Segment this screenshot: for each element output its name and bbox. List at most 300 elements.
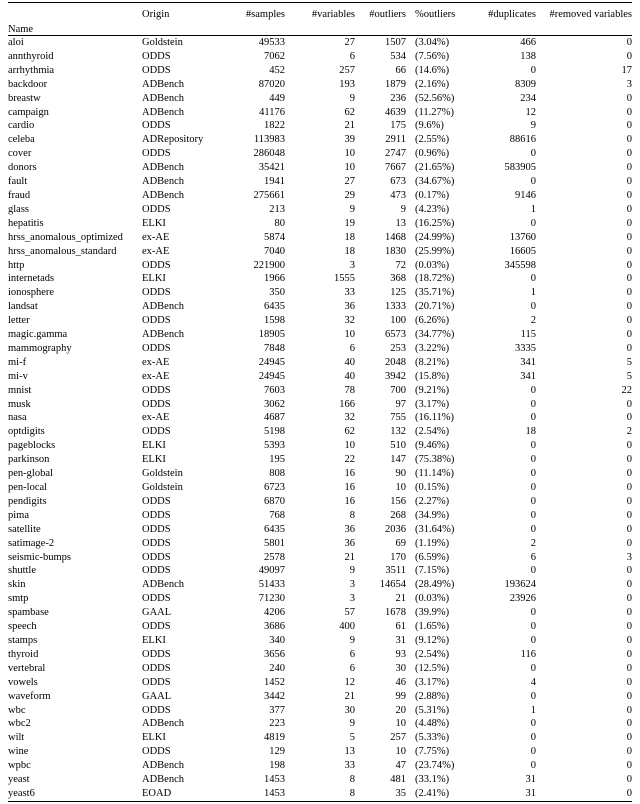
cell-removed-variables: 2: [626, 426, 632, 438]
table-body: [8, 36, 632, 802]
cell-samples: 1966: [264, 273, 285, 285]
cell-name: pen-local: [8, 482, 48, 493]
cell-name: cardio: [8, 120, 35, 132]
cell-variables: 9: [349, 634, 355, 646]
cell-pct-outliers: (34.9%): [415, 509, 450, 521]
cell-outliers: 21: [395, 593, 406, 605]
cell-variables: 78: [344, 384, 355, 396]
cell-duplicates: 234: [520, 92, 536, 104]
cell-origin: Goldstein: [142, 468, 183, 480]
cell-origin: ODDS: [142, 593, 171, 605]
cell-variables: 16: [344, 495, 355, 507]
table-row: [8, 787, 632, 801]
cell-name: pendigits: [8, 495, 47, 507]
cell-samples: 768: [269, 509, 285, 521]
cell-name: cover: [8, 148, 32, 160]
cell-removed-variables: 0: [626, 454, 632, 466]
cell-name: letter: [8, 315, 30, 327]
column-header-removed-variables: #removed variables: [549, 9, 632, 20]
cell-pct-outliers: (3.17%): [415, 676, 450, 688]
cell-removed-variables: 0: [626, 148, 632, 160]
cell-samples: 7848: [264, 342, 285, 354]
cell-name: internetads: [8, 273, 55, 285]
cell-duplicates: 1: [530, 704, 536, 716]
cell-variables: 5: [349, 732, 355, 744]
table-row: [8, 203, 632, 217]
cell-duplicates: 138: [520, 50, 536, 62]
table-row: [8, 564, 632, 578]
cell-pct-outliers: (11.14%): [415, 468, 454, 480]
cell-variables: 21: [344, 551, 355, 563]
cell-removed-variables: 0: [626, 342, 632, 354]
cell-removed-variables: 0: [626, 718, 632, 730]
cell-name: fault: [8, 176, 28, 188]
cell-pct-outliers: (7.75%): [415, 746, 450, 758]
cell-removed-variables: 0: [626, 662, 632, 674]
cell-samples: 1941: [264, 176, 285, 188]
cell-outliers: 481: [390, 774, 406, 786]
cell-pct-outliers: (7.15%): [415, 565, 450, 577]
cell-name: wbc: [8, 704, 26, 716]
cell-variables: 8: [349, 509, 355, 521]
cell-name: spambase: [8, 607, 49, 619]
table-row: [8, 106, 632, 120]
cell-origin: ODDS: [142, 565, 171, 577]
cell-origin: ODDS: [142, 287, 171, 299]
cell-removed-variables: 0: [626, 134, 632, 146]
cell-pct-outliers: (0.17%): [415, 189, 450, 201]
table-row: [8, 119, 632, 133]
cell-outliers: 7667: [385, 162, 406, 174]
cell-variables: 6: [349, 662, 355, 674]
cell-pct-outliers: (5.33%): [415, 732, 450, 744]
cell-outliers: 72: [395, 259, 406, 271]
cell-duplicates: 0: [530, 482, 536, 493]
cell-name: glass: [8, 203, 29, 215]
table-row: [8, 523, 632, 537]
cell-duplicates: 8309: [515, 78, 536, 90]
cell-variables: 9: [349, 92, 355, 104]
cell-pct-outliers: (15.8%): [415, 370, 450, 382]
cell-name: aloi: [8, 37, 24, 48]
cell-pct-outliers: (2.55%): [415, 134, 450, 146]
cell-removed-variables: 0: [626, 412, 632, 424]
table-row: [8, 78, 632, 92]
column-header-duplicates: #duplicates: [488, 9, 536, 20]
table-row: [8, 467, 632, 481]
cell-samples: 6435: [264, 301, 285, 313]
cell-samples: 24945: [258, 370, 285, 382]
cell-pct-outliers: (6.59%): [415, 551, 450, 563]
cell-samples: 4687: [264, 412, 285, 424]
table-row: [8, 189, 632, 203]
cell-origin: ODDS: [142, 648, 171, 660]
cell-outliers: 156: [390, 495, 406, 507]
cell-removed-variables: 0: [626, 690, 632, 702]
cell-outliers: 10: [395, 718, 406, 730]
table-row: [8, 537, 632, 551]
cell-duplicates: 31: [525, 787, 536, 799]
cell-variables: 36: [344, 537, 355, 549]
cell-name: mi-f: [8, 356, 27, 368]
cell-origin: ODDS: [142, 259, 171, 271]
cell-removed-variables: 0: [626, 259, 632, 271]
cell-duplicates: 0: [530, 273, 536, 285]
table-row: [8, 453, 632, 467]
cell-outliers: 30: [395, 662, 406, 674]
cell-variables: 18: [344, 245, 355, 257]
table-row: [8, 481, 632, 495]
cell-variables: 1555: [334, 273, 355, 285]
cell-samples: 4819: [264, 732, 285, 744]
cell-duplicates: 0: [530, 662, 536, 674]
cell-origin: ODDS: [142, 384, 171, 396]
cell-origin: ADBench: [142, 189, 184, 201]
cell-outliers: 14654: [379, 579, 406, 591]
cell-pct-outliers: (31.64%): [415, 523, 455, 535]
cell-duplicates: 0: [530, 301, 536, 313]
cell-samples: 6870: [264, 495, 285, 507]
cell-outliers: 1333: [385, 301, 406, 313]
table-header: [8, 3, 632, 36]
cell-samples: 223: [269, 718, 285, 730]
cell-duplicates: 0: [530, 621, 536, 633]
cell-name: mnist: [8, 384, 32, 396]
cell-removed-variables: 5: [626, 356, 632, 368]
cell-variables: 32: [344, 412, 355, 424]
cell-duplicates: 13760: [509, 231, 536, 243]
cell-origin: ADBench: [142, 718, 184, 730]
cell-origin: ADBench: [142, 176, 184, 188]
cell-outliers: 175: [390, 120, 406, 132]
cell-samples: 808: [269, 468, 285, 480]
cell-duplicates: 466: [520, 37, 536, 48]
cell-removed-variables: 0: [626, 495, 632, 507]
cell-duplicates: 0: [530, 565, 536, 577]
cell-name: wbc2: [8, 718, 31, 730]
cell-removed-variables: 0: [626, 106, 632, 118]
cell-variables: 3: [349, 579, 355, 591]
cell-pct-outliers: (16.25%): [415, 217, 455, 229]
cell-origin: ELKI: [142, 732, 166, 744]
cell-origin: ADBench: [142, 760, 184, 772]
cell-removed-variables: 22: [621, 384, 632, 396]
cell-removed-variables: 0: [626, 593, 632, 605]
cell-variables: 33: [344, 287, 355, 299]
column-header-origin: Origin: [142, 9, 170, 20]
cell-pct-outliers: (9.12%): [415, 634, 450, 646]
cell-variables: 36: [344, 523, 355, 535]
table-row: [8, 50, 632, 64]
table-row: [8, 704, 632, 718]
column-header-pct-outliers: %outliers: [415, 9, 456, 20]
cell-name: yeast: [8, 774, 30, 786]
cell-variables: 9: [349, 203, 355, 215]
cell-removed-variables: 0: [626, 301, 632, 313]
cell-removed-variables: 0: [626, 760, 632, 772]
table-row: [8, 161, 632, 175]
cell-name: hepatitis: [8, 217, 44, 229]
cell-duplicates: 12: [525, 106, 536, 118]
cell-removed-variables: 0: [626, 732, 632, 744]
cell-name: nasa: [8, 412, 27, 424]
cell-outliers: 673: [390, 176, 406, 188]
table-row: [8, 217, 632, 231]
cell-variables: 40: [344, 356, 355, 368]
cell-outliers: 66: [395, 64, 406, 76]
cell-pct-outliers: (16.11%): [415, 412, 454, 424]
cell-duplicates: 0: [530, 718, 536, 730]
cell-pct-outliers: (7.56%): [415, 50, 450, 62]
cell-variables: 39: [344, 134, 355, 146]
cell-outliers: 1879: [385, 78, 406, 90]
cell-samples: 1453: [264, 774, 285, 786]
cell-samples: 2578: [264, 551, 285, 563]
cell-samples: 1452: [264, 676, 285, 688]
table-row: [8, 690, 632, 704]
cell-outliers: 2036: [385, 523, 406, 535]
cell-outliers: 510: [390, 440, 406, 452]
cell-pct-outliers: (2.54%): [415, 648, 450, 660]
cell-outliers: 534: [390, 50, 406, 62]
cell-duplicates: 0: [530, 176, 536, 188]
cell-removed-variables: 0: [626, 287, 632, 299]
cell-pct-outliers: (33.1%): [415, 774, 450, 786]
cell-removed-variables: 0: [626, 482, 632, 493]
cell-name: ionosphere: [8, 287, 55, 299]
cell-name: backdoor: [8, 78, 48, 90]
cell-removed-variables: 0: [626, 50, 632, 62]
cell-outliers: 31: [395, 634, 406, 646]
cell-origin: ODDS: [142, 621, 171, 633]
cell-samples: 49533: [258, 37, 285, 48]
cell-variables: 257: [339, 64, 355, 76]
cell-pct-outliers: (28.49%): [415, 579, 455, 591]
cell-duplicates: 31: [525, 774, 536, 786]
table-row: [8, 286, 632, 300]
cell-origin: GAAL: [142, 690, 172, 702]
table-row: [8, 648, 632, 662]
cell-pct-outliers: (21.65%): [415, 162, 455, 174]
cell-name: vowels: [8, 676, 38, 688]
cell-variables: 10: [344, 148, 355, 160]
table-row: [8, 370, 632, 384]
cell-origin: ex-AE: [142, 245, 170, 257]
cell-origin: ODDS: [142, 537, 171, 549]
cell-samples: 35421: [258, 162, 285, 174]
cell-duplicates: 0: [530, 607, 536, 619]
cell-duplicates: 0: [530, 217, 536, 229]
cell-outliers: 1830: [385, 245, 406, 257]
cell-name: annthyroid: [8, 50, 54, 62]
cell-variables: 57: [344, 607, 355, 619]
cell-name: stamps: [8, 634, 38, 646]
table-row: [8, 592, 632, 606]
cell-name: landsat: [8, 301, 38, 313]
table-row: [8, 717, 632, 731]
cell-duplicates: 0: [530, 148, 536, 160]
cell-variables: 8: [349, 787, 355, 799]
cell-origin: ELKI: [142, 440, 166, 452]
cell-removed-variables: 0: [626, 120, 632, 132]
cell-duplicates: 1: [530, 203, 536, 215]
cell-samples: 7040: [264, 245, 285, 257]
cell-removed-variables: 0: [626, 607, 632, 619]
cell-variables: 6: [349, 50, 355, 62]
cell-duplicates: 0: [530, 384, 536, 396]
cell-duplicates: 6: [530, 551, 536, 563]
header-row-top: [8, 3, 632, 21]
table-row: [8, 551, 632, 565]
cell-pct-outliers: (2.88%): [415, 690, 450, 702]
cell-pct-outliers: (23.74%): [415, 760, 455, 772]
cell-samples: 129: [269, 746, 285, 758]
cell-removed-variables: 0: [626, 579, 632, 591]
cell-outliers: 755: [390, 412, 406, 424]
column-header-name: Name: [8, 20, 142, 36]
cell-samples: 51433: [258, 579, 285, 591]
cell-removed-variables: 0: [626, 746, 632, 758]
cell-outliers: 69: [395, 537, 406, 549]
cell-origin: ELKI: [142, 273, 166, 285]
cell-outliers: 473: [390, 189, 406, 201]
cell-pct-outliers: (4.48%): [415, 718, 450, 730]
cell-pct-outliers: (2.16%): [415, 78, 450, 90]
table-row: [8, 578, 632, 592]
cell-duplicates: 2: [530, 315, 536, 327]
cell-origin: ODDS: [142, 50, 171, 62]
cell-duplicates: 16605: [509, 245, 536, 257]
cell-name: pageblocks: [8, 440, 56, 452]
cell-outliers: 132: [390, 426, 406, 438]
cell-samples: 24945: [258, 356, 285, 368]
cell-pct-outliers: (18.72%): [415, 273, 455, 285]
cell-samples: 350: [269, 287, 285, 299]
cell-pct-outliers: (0.03%): [415, 593, 450, 605]
cell-duplicates: 341: [520, 356, 536, 368]
cell-pct-outliers: (2.54%): [415, 426, 450, 438]
cell-removed-variables: 0: [626, 176, 632, 188]
cell-origin: ADBench: [142, 162, 184, 174]
cell-variables: 32: [344, 315, 355, 327]
cell-name: mammography: [8, 342, 72, 354]
table-row: [8, 495, 632, 509]
cell-duplicates: 0: [530, 509, 536, 521]
cell-pct-outliers: (75.38%): [415, 454, 455, 466]
cell-duplicates: 88616: [509, 134, 536, 146]
cell-removed-variables: 0: [626, 440, 632, 452]
table-row: [8, 342, 632, 356]
cell-duplicates: 0: [530, 495, 536, 507]
cell-outliers: 93: [395, 648, 406, 660]
cell-origin: ADBench: [142, 579, 184, 591]
cell-origin: EOAD: [142, 787, 172, 799]
cell-removed-variables: 0: [626, 189, 632, 201]
cell-removed-variables: 0: [626, 37, 632, 48]
cell-variables: 30: [344, 704, 355, 716]
table-row: [8, 731, 632, 745]
cell-outliers: 20: [395, 704, 406, 716]
cell-pct-outliers: (2.41%): [415, 787, 450, 799]
cell-outliers: 6573: [385, 329, 406, 341]
cell-duplicates: 0: [530, 454, 536, 466]
column-header-samples: #samples: [245, 9, 285, 20]
cell-outliers: 10: [395, 746, 406, 758]
cell-duplicates: 583905: [504, 162, 536, 174]
cell-samples: 221900: [253, 259, 285, 271]
cell-origin: ADBench: [142, 774, 184, 786]
cell-name: wine: [8, 746, 29, 758]
cell-variables: 10: [344, 162, 355, 174]
table-row: [8, 745, 632, 759]
table-row: [8, 620, 632, 634]
cell-samples: 213: [269, 203, 285, 215]
cell-outliers: 2911: [385, 134, 406, 146]
cell-variables: 62: [344, 426, 355, 438]
cell-removed-variables: 0: [626, 676, 632, 688]
cell-origin: ADBench: [142, 92, 184, 104]
table-row: [8, 439, 632, 453]
table-row: [8, 425, 632, 439]
cell-origin: ODDS: [142, 523, 171, 535]
cell-duplicates: 2: [530, 537, 536, 549]
cell-removed-variables: 3: [626, 551, 632, 563]
cell-removed-variables: 0: [626, 787, 632, 799]
table-row: [8, 245, 632, 259]
cell-removed-variables: 0: [626, 565, 632, 577]
cell-variables: 193: [339, 78, 355, 90]
cell-samples: 1822: [264, 120, 285, 132]
cell-duplicates: 193624: [504, 579, 536, 591]
cell-duplicates: 3335: [515, 342, 536, 354]
cell-duplicates: 9: [530, 120, 536, 132]
table-row: [8, 634, 632, 648]
cell-origin: ODDS: [142, 315, 171, 327]
cell-outliers: 61: [395, 621, 406, 633]
cell-samples: 1598: [264, 315, 285, 327]
cell-samples: 452: [269, 64, 285, 76]
cell-pct-outliers: (5.31%): [415, 704, 450, 716]
table-row: [8, 64, 632, 78]
cell-duplicates: 115: [520, 329, 536, 341]
cell-variables: 33: [344, 760, 355, 772]
cell-pct-outliers: (34.77%): [415, 329, 455, 341]
cell-pct-outliers: (11.27%): [415, 106, 454, 118]
cell-removed-variables: 0: [626, 203, 632, 215]
cell-pct-outliers: (4.23%): [415, 203, 450, 215]
cell-outliers: 47: [395, 760, 406, 772]
cell-origin: ODDS: [142, 509, 171, 521]
cell-variables: 21: [344, 120, 355, 132]
cell-variables: 16: [344, 482, 355, 493]
cell-variables: 27: [344, 176, 355, 188]
cell-samples: 18905: [258, 329, 285, 341]
cell-name: arrhythmia: [8, 64, 55, 76]
cell-removed-variables: 0: [626, 231, 632, 243]
cell-outliers: 4639: [385, 106, 406, 118]
cell-samples: 7062: [264, 50, 285, 62]
cell-samples: 198: [269, 760, 285, 772]
cell-outliers: 2048: [385, 356, 406, 368]
cell-removed-variables: 0: [626, 468, 632, 480]
cell-name: donors: [8, 162, 37, 174]
cell-samples: 5198: [264, 426, 285, 438]
cell-name: parkinson: [8, 454, 50, 466]
table-row: [8, 314, 632, 328]
cell-origin: ELKI: [142, 217, 166, 229]
cell-duplicates: 1: [530, 287, 536, 299]
cell-removed-variables: 0: [626, 329, 632, 341]
